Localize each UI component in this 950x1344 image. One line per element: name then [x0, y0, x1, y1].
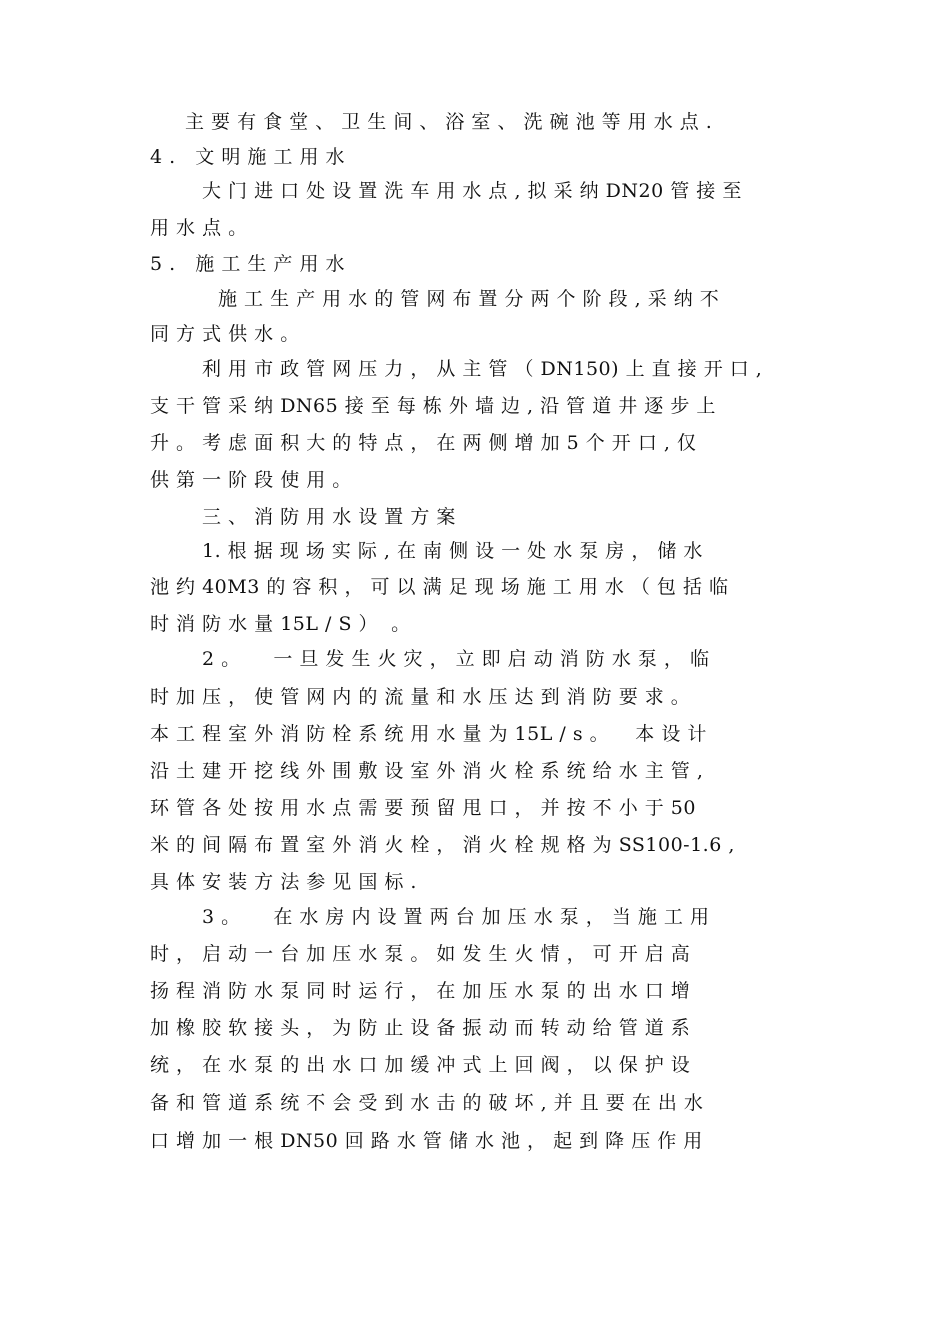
text-line: 主 要 有 食 堂 、 卫 生 间 、 浴 室 、 洗 碗 池 等 用 水 点 . — [185, 111, 713, 133]
text-line: 环 管 各 处 按 用 水 点 需 要 预 留 甩 口 ， 并 按 不 小 于 50 — [150, 797, 696, 819]
text-line: 备 和 管 道 系 统 不 会 受 到 水 击 的 破 坏 , 并 且 要 在 出 水 — [150, 1092, 704, 1114]
text-line: 用 水 点 。 — [150, 217, 248, 239]
text-line: 施 工 生 产 用 水 的 管 网 布 置 分 两 个 阶 段 , 采 纳 不 — [218, 288, 720, 310]
text-line: 本 工 程 室 外 消 防 栓 系 统 用 水 量 为 15L / s 。 本 设 计 — [150, 723, 707, 745]
text-line: 利 用 市 政 管 网 压 力 ， 从 主 管 （ DN150) 上 直 接 开 口 , — [202, 358, 763, 380]
text-line: 池 约 40M3 的 容 积 ， 可 以 满 足 现 场 施 工 用 水 （ 包 括 临 — [150, 576, 729, 598]
text-line: 升 。 考 虑 面 积 大 的 特 点 ， 在 两 侧 增 加 5 个 开 口 , 仅 — [150, 432, 697, 454]
text-line: 1. 根 据 现 场 实 际 , 在 南 侧 设 一 处 水 泵 房 ， 储 水 — [202, 540, 703, 562]
text-line: 同 方 式 供 水 。 — [150, 323, 300, 345]
text-line: 扬 程 消 防 水 泵 同 时 运 行 ， 在 加 压 水 泵 的 出 水 口 增 — [150, 980, 691, 1002]
text-line: 时 加 压 ， 使 管 网 内 的 流 量 和 水 压 达 到 消 防 要 求 。 — [150, 686, 691, 708]
section-heading: 5 . 施 工 生 产 用 水 — [150, 253, 345, 275]
text-line: 支 干 管 采 纳 DN65 接 至 每 栋 外 墙 边 , 沿 管 道 井 逐 步 上 — [150, 395, 716, 417]
text-line: 口 增 加 一 根 DN50 回 路 水 管 储 水 池 ， 起 到 降 压 作 用 — [150, 1130, 703, 1152]
text-line: 加 橡 胶 软 接 头 ， 为 防 止 设 备 振 动 而 转 动 给 管 道 系 — [150, 1017, 691, 1039]
text-line: 时 ， 启 动 一 台 加 压 水 泵 。 如 发 生 火 情 ， 可 开 启 高 — [150, 943, 691, 965]
text-line: 沿 土 建 开 挖 线 外 围 敷 设 室 外 消 火 栓 系 统 给 水 主 管 , — [150, 760, 704, 782]
text-line: 供 第 一 阶 段 使 用 。 — [150, 469, 352, 491]
text-line: 2 。 一 旦 发 生 火 灾 ， 立 即 启 动 消 防 水 泵 ， 临 — [202, 648, 710, 670]
text-line: 时 消 防 水 量 15L / S ） 。 — [150, 613, 411, 635]
text-line: 统 ， 在 水 泵 的 出 水 口 加 缓 冲 式 上 回 阀 ， 以 保 护 设 — [150, 1054, 691, 1076]
text-line: 3 。 在 水 房 内 设 置 两 台 加 压 水 泵 ， 当 施 工 用 — [202, 906, 710, 928]
section-heading: 4 . 文 明 施 工 用 水 — [150, 146, 345, 168]
section-heading: 三 、 消 防 用 水 设 置 方 案 — [202, 506, 456, 528]
text-line: 大 门 进 口 处 设 置 洗 车 用 水 点 , 拟 采 纳 DN20 管 接 至 — [202, 180, 742, 202]
text-line: 米 的 间 隔 布 置 室 外 消 火 栓 ， 消 火 栓 规 格 为 SS100-1.6 , — [150, 834, 735, 856]
text-line: 具 体 安 装 方 法 参 见 国 标 . — [150, 871, 417, 893]
